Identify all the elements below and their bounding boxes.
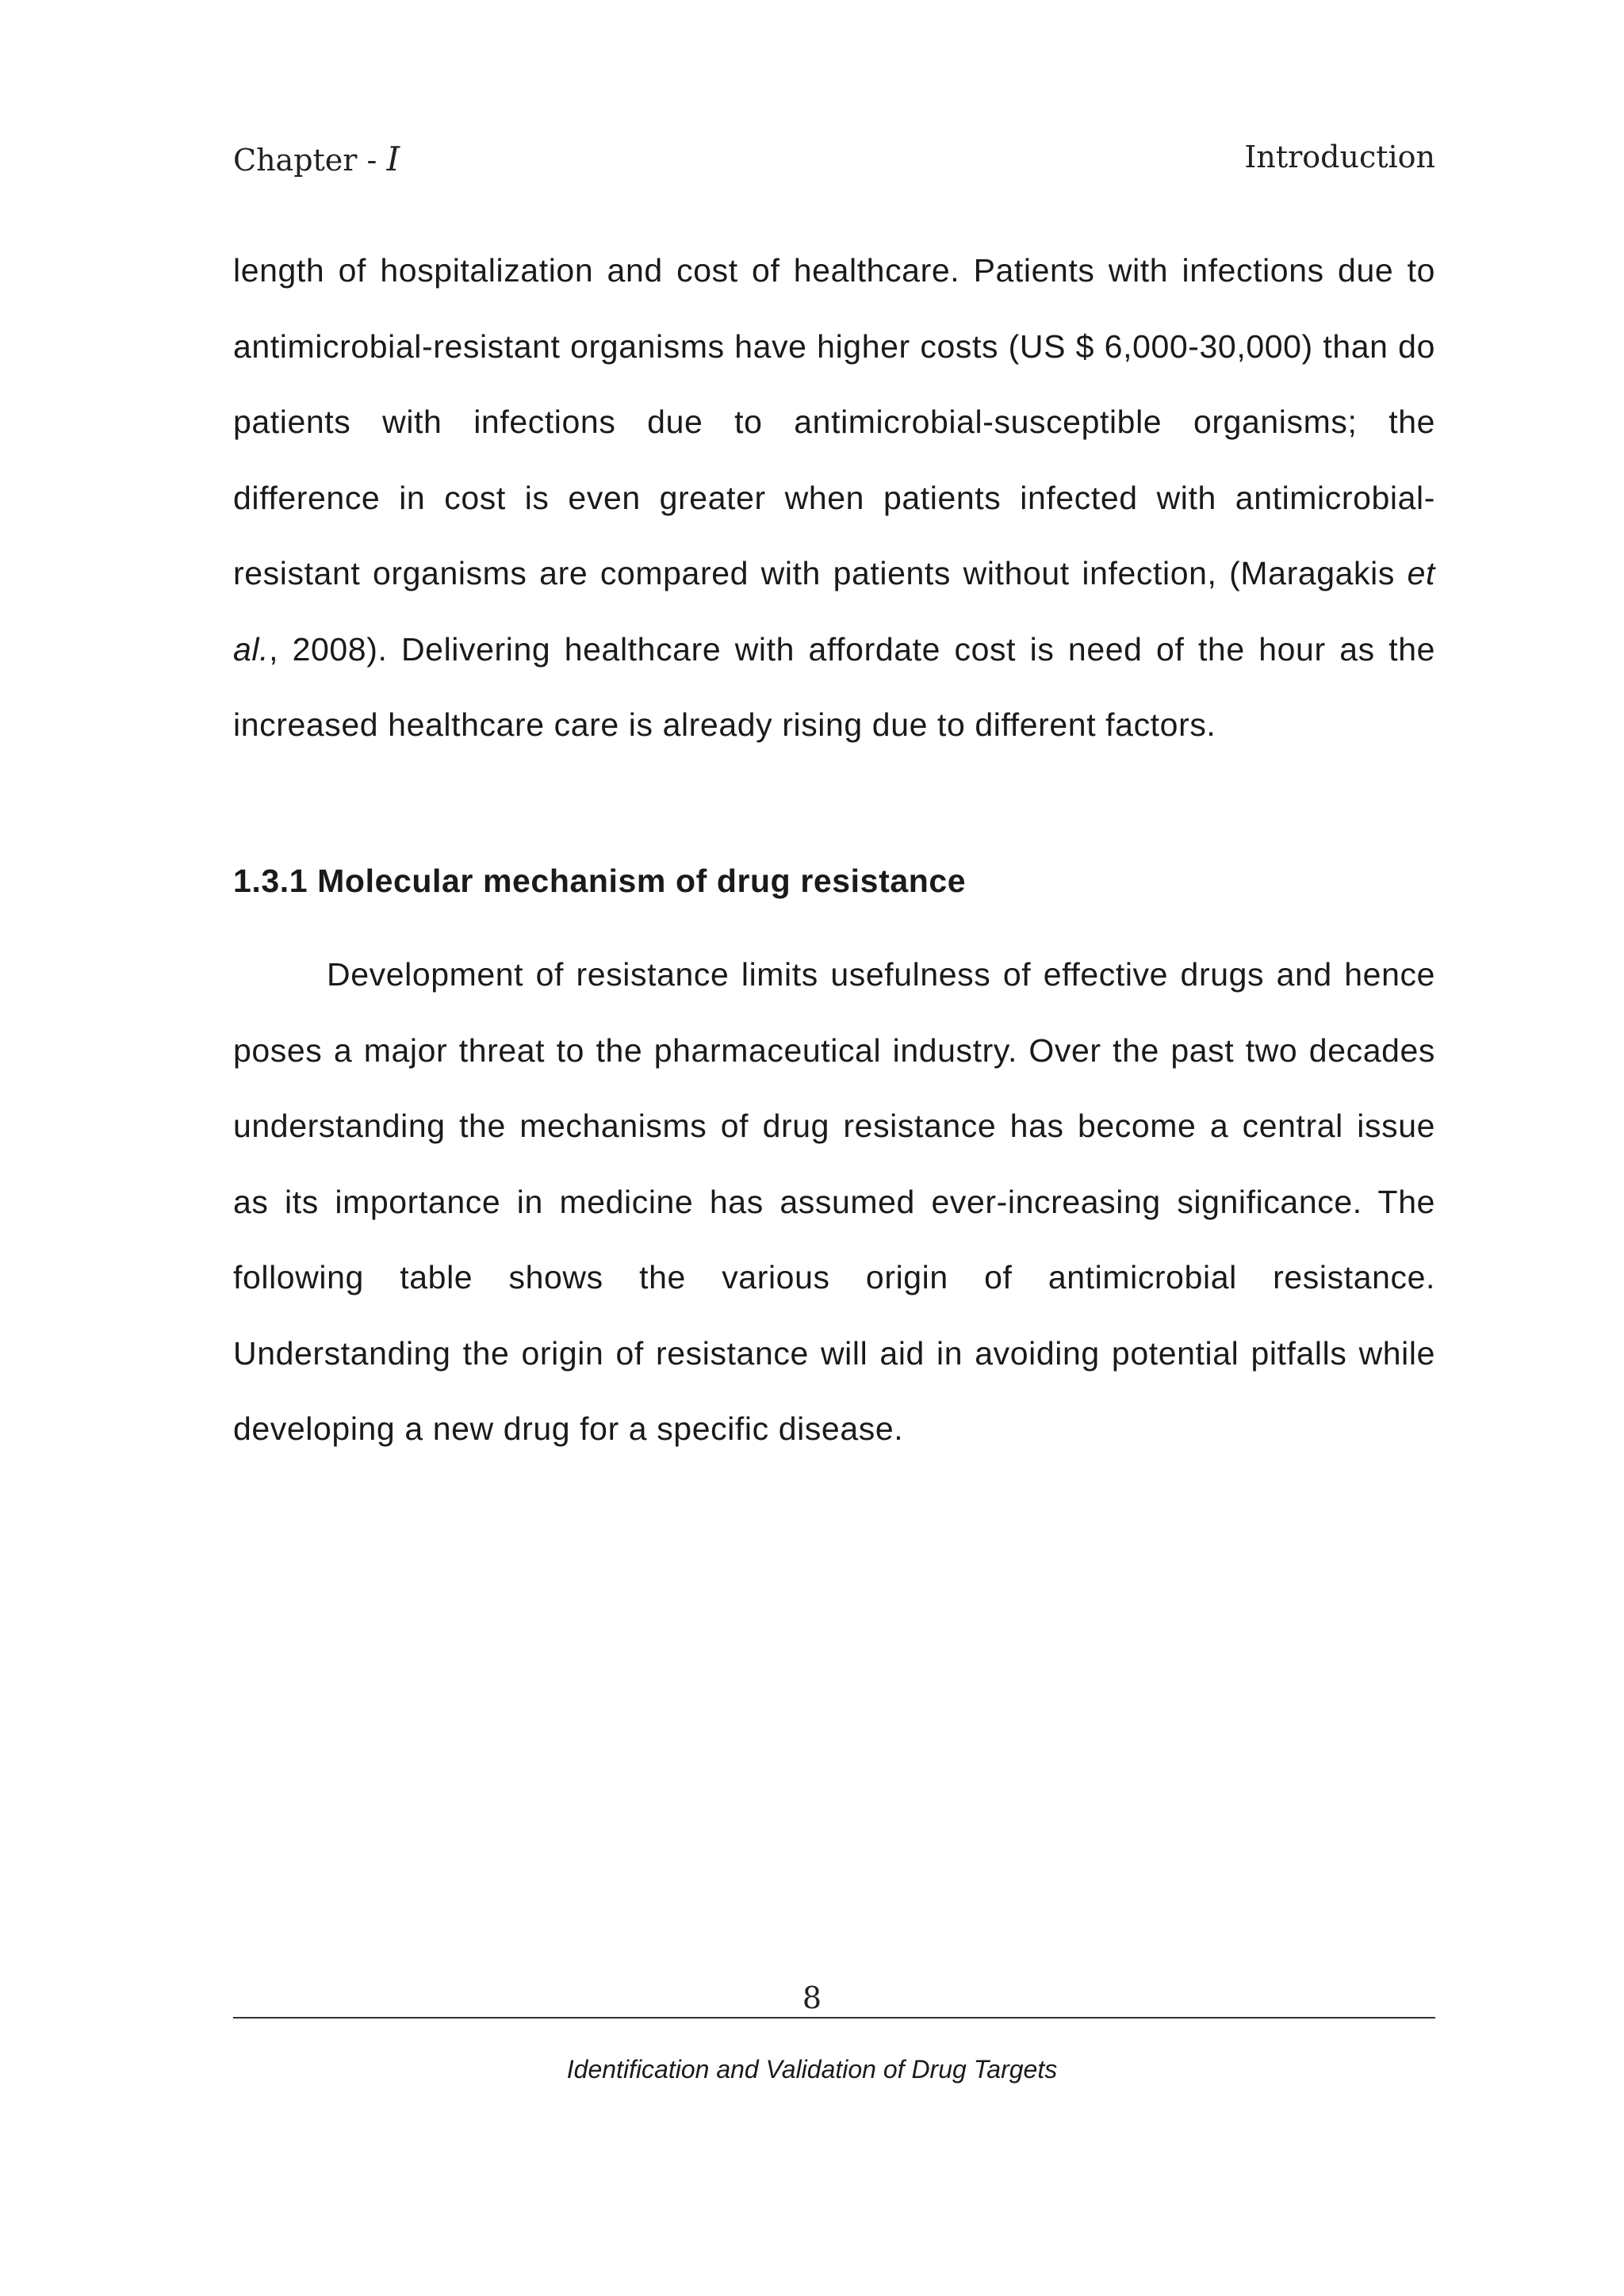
paragraph-1-text-b: , 2008). Delivering healthcare with affordate cost is need of the hour as the increased healthcare care is already rising due to different factors. xyxy=(233,630,1435,743)
footer-document-title: Identification and Validation of Drug Targets xyxy=(566,2055,1058,2084)
section-heading: 1.3.1 Molecular mechanism of drug resistance xyxy=(233,863,967,899)
page-number: 8 xyxy=(802,1980,822,2015)
paragraph-2 xyxy=(233,937,1435,1468)
paragraph-1-citation-italic: et al. xyxy=(233,555,1435,668)
footer-divider xyxy=(233,2017,1435,2019)
paragraph-1-text-a: length of hospitalization and cost of healthcare. Patients with infections due to antimicrobial-resistant organisms have higher costs (US $ 6,000-30,000) than do patients with infections due to antimicrobial-susceptible organisms; the difference in cost is even greater when patients infected with antimicrobial-resistant organisms are compared with patients without infection, (Maragakis xyxy=(233,252,1435,591)
chapter-number: I xyxy=(386,140,400,178)
section-title: Introduction xyxy=(1244,140,1435,174)
page-header xyxy=(233,140,1435,187)
chapter-label xyxy=(233,140,400,178)
paragraph-1 xyxy=(233,233,1435,763)
chapter-label-text: Chapter - xyxy=(233,143,387,178)
paragraph-2-text: Development of resistance limits usefulness of effective drugs and hence poses a major threat to the pharmaceutical industry. Over the past two decades understanding the mechanisms of drug resistance has become a central issue as its importance in medicine has assumed ever-increasing significance. The following table shows the various origin of antimicrobial resistance. Understanding the origin of resistance will aid in avoiding potential pitfalls while developing a new drug for a specific disease. xyxy=(233,956,1435,1447)
